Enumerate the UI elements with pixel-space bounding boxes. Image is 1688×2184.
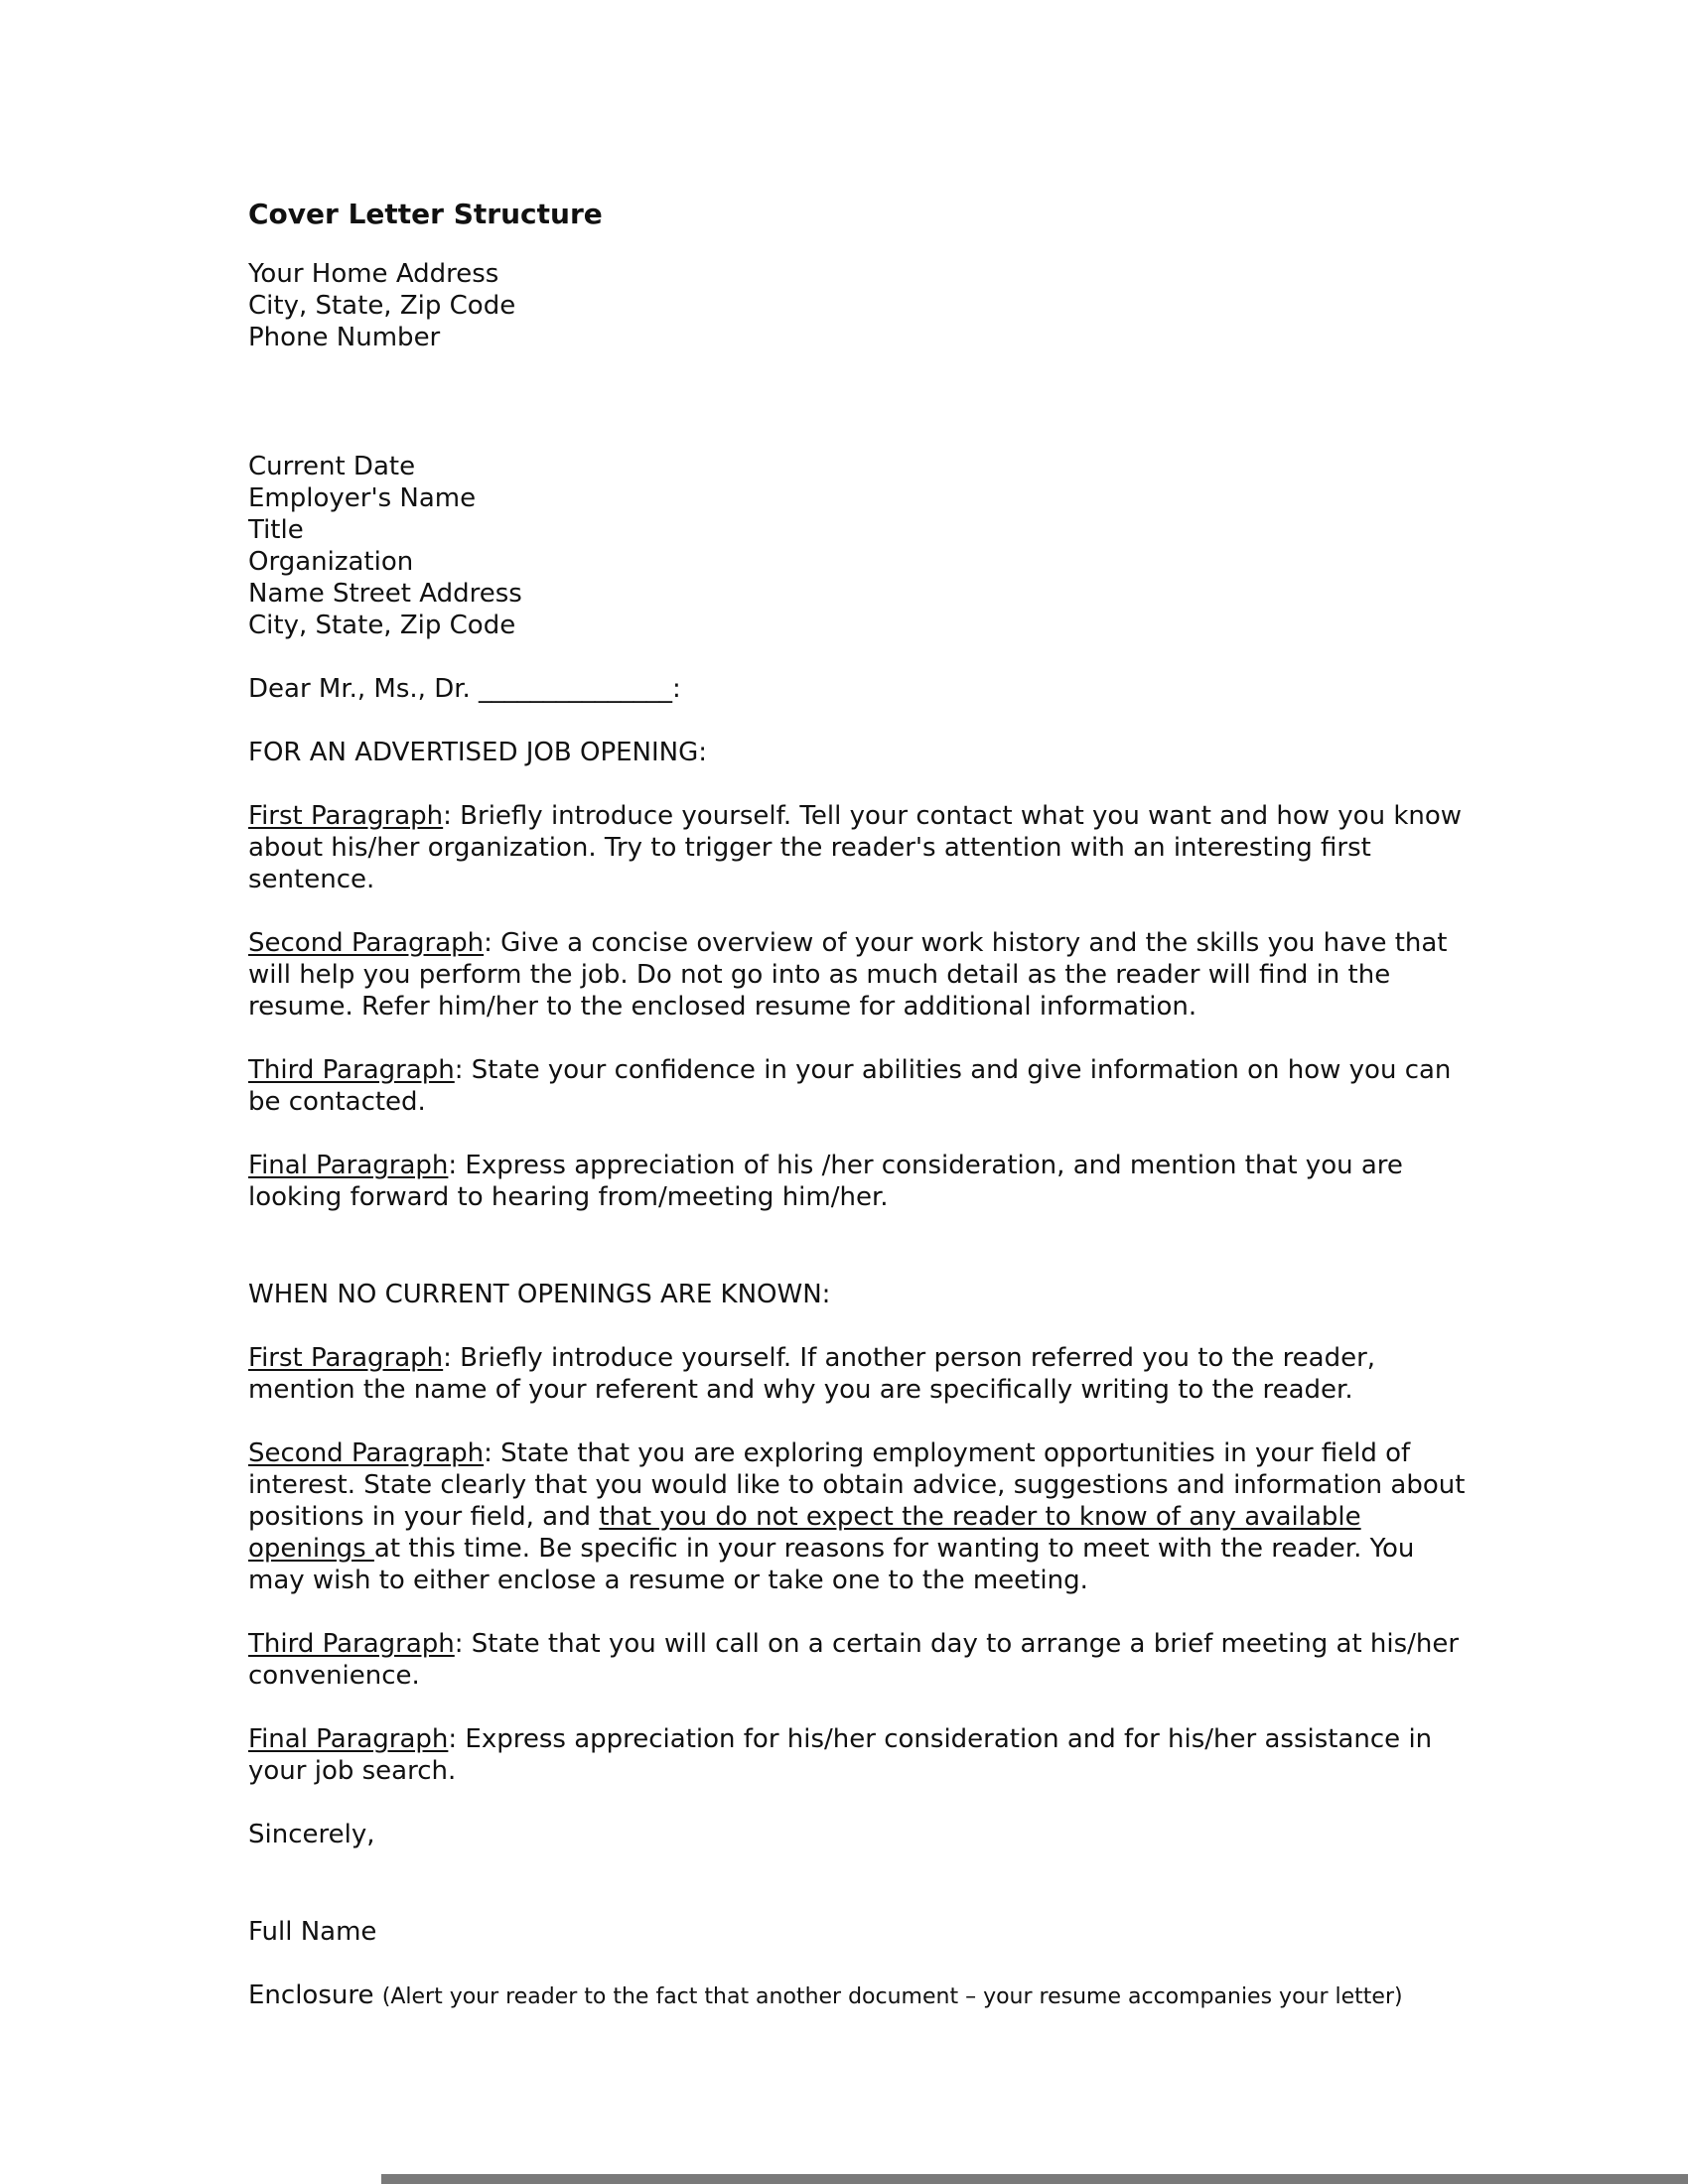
paragraph-text: : State that you will call on a certain day to arrange a brief meeting at his/her convenience. — [248, 1629, 1460, 1691]
no-openings-final-paragraph — [248, 1723, 1470, 1787]
paragraph-text: : Express appreciation for his/her consideration and for his/her assistance in your job search. — [248, 1724, 1433, 1786]
paragraph-label: Final Paragraph — [248, 1724, 449, 1754]
advertised-third-paragraph — [248, 1054, 1470, 1118]
recipient-line: Name Street Address — [248, 579, 522, 609]
recipient-line: City, State, Zip Code — [248, 611, 516, 640]
advertised-first-paragraph — [248, 800, 1470, 895]
recipient-line: Employer's Name — [248, 483, 477, 513]
paragraph-text: : Give a concise overview of your work history and the skills you have that will help you perform the job. Do not go into as much detail as the reader will find in the resume. Refer him/her to the enclosed resume for additional information. — [248, 928, 1448, 1022]
document-page — [248, 195, 1470, 2013]
page-title: Cover Letter Structure — [248, 198, 603, 230]
recipient-line: Current Date — [248, 452, 416, 481]
paragraph-label: Third Paragraph — [248, 1055, 455, 1085]
no-openings-heading: WHEN NO CURRENT OPENINGS ARE KNOWN: — [248, 1280, 831, 1309]
sender-line: City, State, Zip Code — [248, 291, 516, 321]
salutation: Dear Mr., Ms., Dr. _______________: — [248, 674, 681, 704]
enclosure-note: (Alert your reader to the fact that another document – your resume accompanies your letter) — [381, 1984, 1403, 2009]
advertised-second-paragraph — [248, 927, 1470, 1023]
sender-line: Phone Number — [248, 323, 441, 352]
no-openings-first-paragraph — [248, 1342, 1470, 1406]
advertised-final-paragraph — [248, 1150, 1470, 1213]
enclosure-label: Enclosure — [248, 1980, 374, 2010]
paragraph-text: : State your confidence in your abilities and give information on how you can be contacted. — [248, 1055, 1452, 1117]
recipient-line: Organization — [248, 547, 414, 577]
enclosure-line — [248, 1979, 1470, 2013]
no-openings-second-paragraph — [248, 1437, 1470, 1596]
paragraph-text: : Briefly introduce yourself. If another person referred you to the reader, mention the name of your referent and why you are specifically writing to the reader. — [248, 1343, 1376, 1405]
paragraph-label: First Paragraph — [248, 1343, 444, 1373]
recipient-address — [248, 451, 1470, 641]
no-openings-third-paragraph — [248, 1628, 1470, 1692]
full-name: Full Name — [248, 1917, 377, 1947]
horizontal-scrollbar[interactable] — [381, 2174, 1688, 2184]
paragraph-text: : Express appreciation of his /her consideration, and mention that you are looking forward to hearing from/meeting him/her. — [248, 1151, 1403, 1212]
advertised-heading: FOR AN ADVERTISED JOB OPENING: — [248, 738, 708, 767]
paragraph-text: : State that you are exploring employment opportunities in your field of interest. State clearly that you would like to obtain advice, suggestions and information about positions in your field, and — [248, 1438, 1466, 1532]
sender-line: Your Home Address — [248, 259, 499, 289]
paragraph-label: Second Paragraph — [248, 1438, 485, 1468]
paragraph-label: Third Paragraph — [248, 1629, 455, 1659]
sender-address — [248, 258, 1470, 353]
recipient-line: Title — [248, 515, 304, 545]
paragraph-label: Second Paragraph — [248, 928, 485, 958]
paragraph-label: First Paragraph — [248, 801, 444, 831]
paragraph-text: : Briefly introduce yourself. Tell your contact what you want and how you know about his/her organization. Try to trigger the reader's attention with an interesting first sentence. — [248, 801, 1463, 894]
underlined-phrase: that you do not expect the reader to know of any available openings — [248, 1502, 1361, 1564]
paragraph-text: at this time. Be specific in your reasons for wanting to meet with the reader. You may wish to either enclose a resume or take one to the meeting. — [248, 1534, 1415, 1595]
closing: Sincerely, — [248, 1820, 375, 1849]
paragraph-label: Final Paragraph — [248, 1151, 449, 1180]
